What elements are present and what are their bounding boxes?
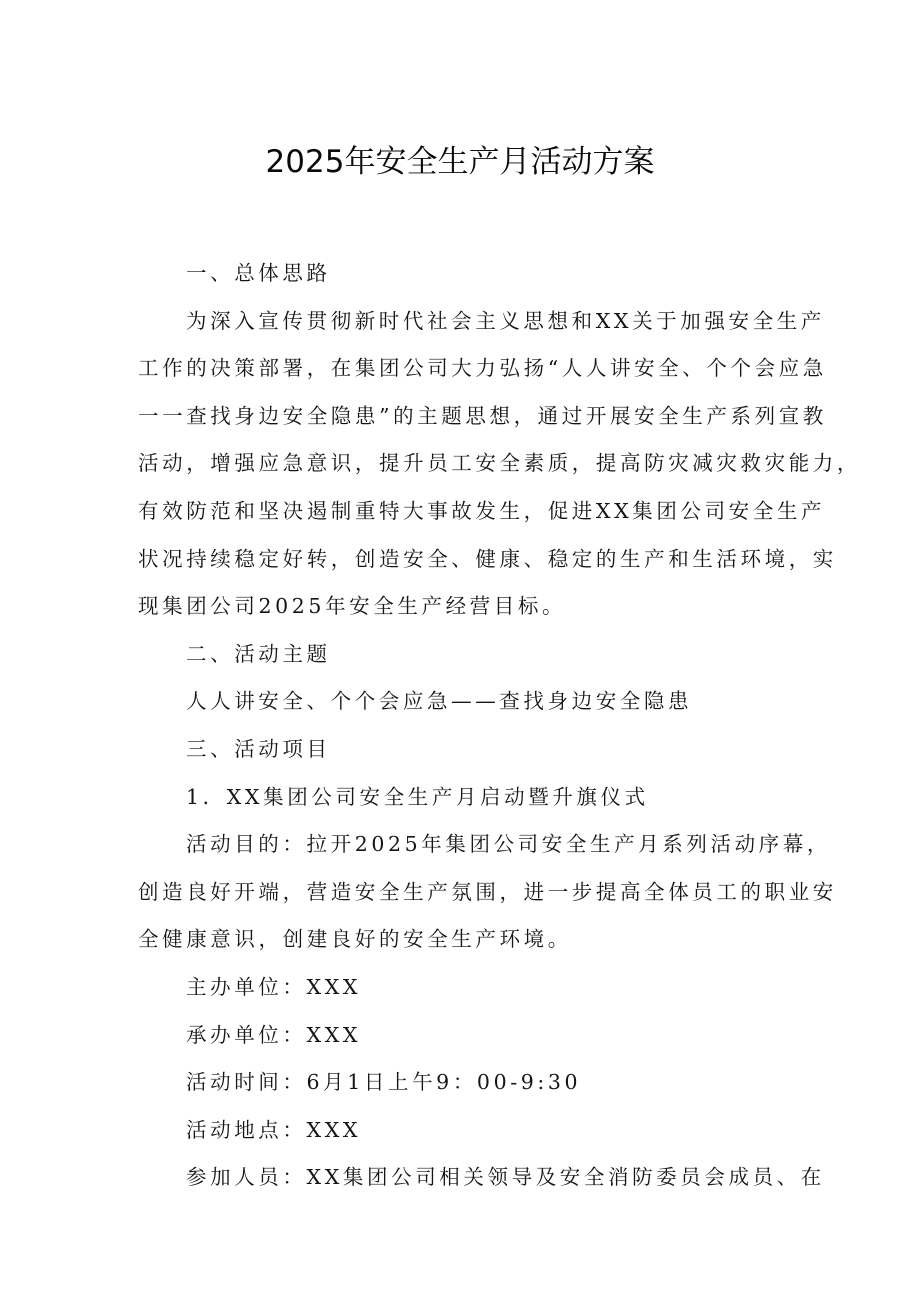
activity-item-1-heading: 1．XX集团公司安全生产月启动暨升旗仪式 bbox=[186, 784, 649, 809]
paragraph-line: 状况持续稳定好转，创造安全、健康、稳定的生产和生活环境，实 bbox=[138, 546, 837, 571]
section-heading-overall-approach: 一、总体思路 bbox=[186, 261, 331, 285]
paragraph-line: 工作的决策部署，在集团公司大力弘扬“人人讲安全、个个会应急 bbox=[138, 356, 827, 381]
paragraph-line: 活动，增强应急意识，提升员工安全素质，提高防灾减灾救灾能力， bbox=[138, 451, 861, 476]
section-heading-activity-theme: 二、活动主题 bbox=[186, 641, 331, 666]
paragraph-line: 现集团公司2025年安全生产经营目标。 bbox=[138, 594, 567, 619]
activity-theme-text: 人人讲安全、个个会应急——查找身边安全隐患 bbox=[186, 689, 693, 714]
field-activity-location: 活动地点：XXX bbox=[186, 1117, 362, 1142]
section-heading-activity-items: 三、活动项目 bbox=[186, 736, 331, 761]
paragraph-line: 创造良好开端，营造安全生产氛围，进一步提高全体员工的职业安 bbox=[138, 879, 837, 904]
paragraph-line: 为深入宣传贯彻新时代社会主义思想和XX关于加强安全生产 bbox=[186, 308, 825, 333]
paragraph-line: 一一查找身边安全隐患”的主题思想，通过开展安全生产系列宣教 bbox=[138, 403, 827, 428]
field-organizer: 主办单位：XXX bbox=[186, 974, 362, 999]
field-activity-time: 活动时间：6月1日上午9：00-9:30 bbox=[186, 1070, 582, 1095]
field-co-organizer: 承办单位：XXX bbox=[186, 1022, 362, 1047]
paragraph-line: 有效防范和坚决遏制重特大事故发生，促进XX集团公司安全生产 bbox=[138, 498, 826, 523]
paragraph-line: 活动目的：拉开2025年集团公司安全生产月系列活动序幕， bbox=[186, 832, 831, 857]
document-body bbox=[138, 250, 861, 1202]
field-participants: 参加人员：XX集团公司相关领导及安全消防委员会成员、在 bbox=[186, 1165, 825, 1190]
document-title: 2025年安全生产月活动方案 bbox=[265, 144, 655, 180]
paragraph-line: 全健康意识，创建良好的安全生产环境。 bbox=[138, 927, 572, 952]
